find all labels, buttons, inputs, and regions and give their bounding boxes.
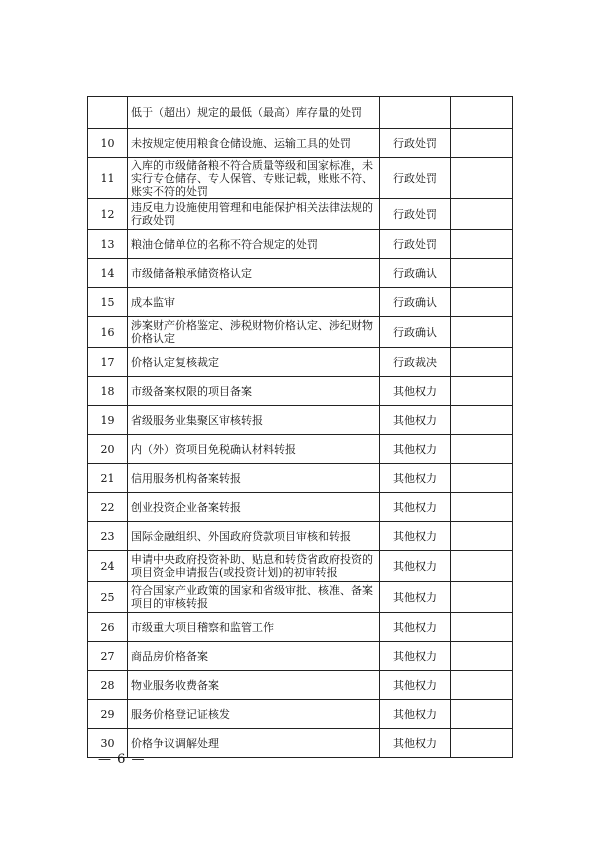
power-type: 行政处罚 bbox=[380, 129, 451, 158]
table-row bbox=[88, 613, 513, 642]
power-list-body bbox=[88, 97, 513, 758]
power-type: 行政处罚 bbox=[380, 230, 451, 259]
table-row bbox=[88, 158, 513, 199]
power-type: 其他权力 bbox=[380, 642, 451, 671]
power-type: 其他权力 bbox=[380, 493, 451, 522]
row-number: 21 bbox=[88, 464, 128, 493]
table-row bbox=[88, 435, 513, 464]
item-name: 价格争议调解处理 bbox=[128, 729, 380, 758]
row-number: 11 bbox=[88, 158, 128, 199]
row-number: 12 bbox=[88, 199, 128, 230]
item-name: 物业服务收费备案 bbox=[128, 671, 380, 700]
table-row bbox=[88, 348, 513, 377]
table-row bbox=[88, 493, 513, 522]
row-number: 16 bbox=[88, 317, 128, 348]
power-type: 其他权力 bbox=[380, 377, 451, 406]
item-name: 成本监审 bbox=[128, 288, 380, 317]
power-type: 行政处罚 bbox=[380, 199, 451, 230]
row-number: 28 bbox=[88, 671, 128, 700]
blank-cell bbox=[451, 464, 513, 493]
table-row bbox=[88, 317, 513, 348]
table-row bbox=[88, 259, 513, 288]
item-name: 市级备案权限的项目备案 bbox=[128, 377, 380, 406]
item-name: 申请中央政府投资补助、贴息和转贷省政府投资的项目资金申请报告(或投资计划)的初审转报 bbox=[128, 551, 380, 582]
power-type: 其他权力 bbox=[380, 551, 451, 582]
row-number: 30 bbox=[88, 729, 128, 758]
blank-cell bbox=[451, 288, 513, 317]
power-type: 行政确认 bbox=[380, 259, 451, 288]
item-name: 违反电力设施使用管理和电能保护相关法律法规的行政处罚 bbox=[128, 199, 380, 230]
table-row bbox=[88, 582, 513, 613]
table-row bbox=[88, 97, 513, 129]
power-type: 行政处罚 bbox=[380, 158, 451, 199]
power-type: 其他权力 bbox=[380, 671, 451, 700]
item-name: 商品房价格备案 bbox=[128, 642, 380, 671]
item-name: 价格认定复核裁定 bbox=[128, 348, 380, 377]
item-name: 低于（超出）规定的最低（最高）库存量的处罚 bbox=[128, 97, 380, 129]
power-type: 其他权力 bbox=[380, 464, 451, 493]
table-row bbox=[88, 729, 513, 758]
blank-cell bbox=[451, 259, 513, 288]
blank-cell bbox=[451, 377, 513, 406]
power-type: 行政裁决 bbox=[380, 348, 451, 377]
table-row bbox=[88, 464, 513, 493]
item-name: 粮油仓储单位的名称不符合规定的处罚 bbox=[128, 230, 380, 259]
power-type: 其他权力 bbox=[380, 522, 451, 551]
power-type: 其他权力 bbox=[380, 435, 451, 464]
item-name: 市级储备粮承储资格认定 bbox=[128, 259, 380, 288]
blank-cell bbox=[451, 551, 513, 582]
item-name: 服务价格登记证核发 bbox=[128, 700, 380, 729]
table-row bbox=[88, 288, 513, 317]
power-type: 行政确认 bbox=[380, 317, 451, 348]
row-number: 25 bbox=[88, 582, 128, 613]
row-number: 10 bbox=[88, 129, 128, 158]
blank-cell bbox=[451, 435, 513, 464]
page-number: — 6 — bbox=[98, 752, 146, 767]
blank-cell bbox=[451, 613, 513, 642]
blank-cell bbox=[451, 671, 513, 700]
blank-cell bbox=[451, 199, 513, 230]
row-number: 13 bbox=[88, 230, 128, 259]
table-row bbox=[88, 642, 513, 671]
item-name: 内（外）资项目免税确认材料转报 bbox=[128, 435, 380, 464]
table-row bbox=[88, 700, 513, 729]
row-number: 18 bbox=[88, 377, 128, 406]
table-row bbox=[88, 551, 513, 582]
blank-cell bbox=[451, 317, 513, 348]
power-type: 其他权力 bbox=[380, 582, 451, 613]
power-type: 其他权力 bbox=[380, 406, 451, 435]
blank-cell bbox=[451, 582, 513, 613]
item-name: 入库的市级储备粮不符合质量等级和国家标准，未实行专仓储存、专人保管、专账记载，账账不符、账实不符的处罚 bbox=[128, 158, 380, 199]
item-name: 符合国家产业政策的国家和省级审批、核准、备案项目的审核转报 bbox=[128, 582, 380, 613]
power-type bbox=[380, 97, 451, 129]
item-name: 信用服务机构备案转报 bbox=[128, 464, 380, 493]
row-number: 20 bbox=[88, 435, 128, 464]
blank-cell bbox=[451, 158, 513, 199]
item-name: 国际金融组织、外国政府贷款项目审核和转报 bbox=[128, 522, 380, 551]
blank-cell bbox=[451, 348, 513, 377]
row-number: 29 bbox=[88, 700, 128, 729]
blank-cell bbox=[451, 406, 513, 435]
row-number: 24 bbox=[88, 551, 128, 582]
blank-cell bbox=[451, 700, 513, 729]
blank-cell bbox=[451, 642, 513, 671]
row-number: 19 bbox=[88, 406, 128, 435]
blank-cell bbox=[451, 493, 513, 522]
item-name: 省级服务业集聚区审核转报 bbox=[128, 406, 380, 435]
table-row bbox=[88, 230, 513, 259]
row-number: 27 bbox=[88, 642, 128, 671]
row-number: 26 bbox=[88, 613, 128, 642]
table-row bbox=[88, 199, 513, 230]
row-number bbox=[88, 97, 128, 129]
table-row bbox=[88, 406, 513, 435]
table-row bbox=[88, 129, 513, 158]
power-list-table bbox=[87, 96, 513, 758]
row-number: 23 bbox=[88, 522, 128, 551]
blank-cell bbox=[451, 97, 513, 129]
blank-cell bbox=[451, 230, 513, 259]
item-name: 市级重大项目稽察和监管工作 bbox=[128, 613, 380, 642]
power-type: 其他权力 bbox=[380, 729, 451, 758]
row-number: 22 bbox=[88, 493, 128, 522]
item-name: 未按规定使用粮食仓储设施、运输工具的处罚 bbox=[128, 129, 380, 158]
row-number: 14 bbox=[88, 259, 128, 288]
table-row bbox=[88, 522, 513, 551]
power-type: 其他权力 bbox=[380, 613, 451, 642]
table-row bbox=[88, 671, 513, 700]
power-type: 行政确认 bbox=[380, 288, 451, 317]
row-number: 17 bbox=[88, 348, 128, 377]
blank-cell bbox=[451, 522, 513, 551]
item-name: 创业投资企业备案转报 bbox=[128, 493, 380, 522]
blank-cell bbox=[451, 729, 513, 758]
row-number: 15 bbox=[88, 288, 128, 317]
item-name: 涉案财产价格鉴定、涉税财物价格认定、涉纪财物价格认定 bbox=[128, 317, 380, 348]
blank-cell bbox=[451, 129, 513, 158]
power-type: 其他权力 bbox=[380, 700, 451, 729]
table-row bbox=[88, 377, 513, 406]
